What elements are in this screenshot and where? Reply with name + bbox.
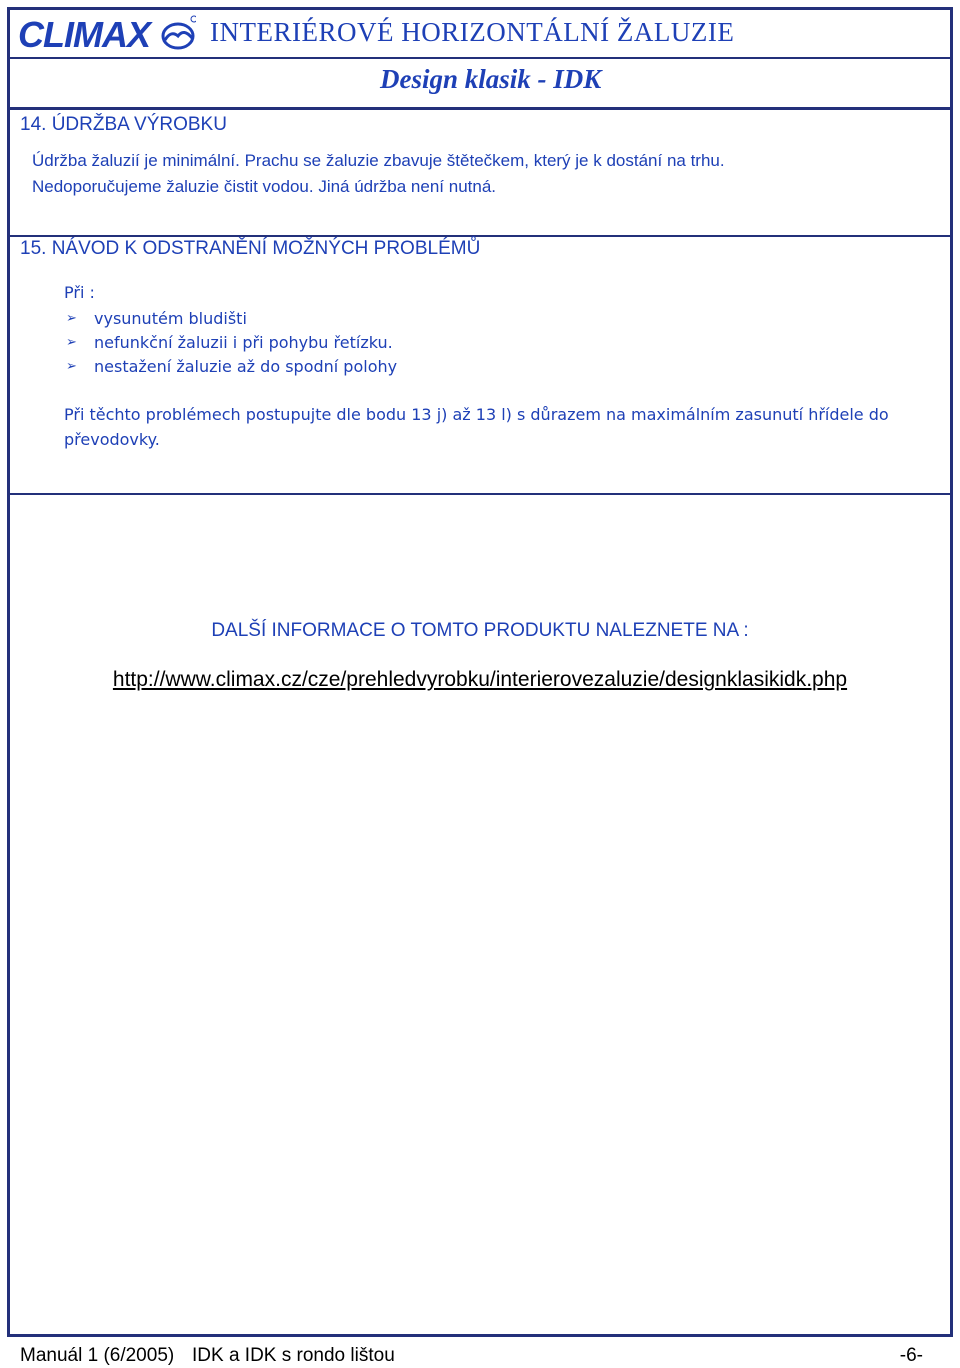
section-15-heading: 15. NÁVOD K ODSTRANĚNÍ MOŽNÝCH PROBLÉMŮ	[20, 238, 481, 259]
svg-text:CLIMAX: CLIMAX	[18, 14, 150, 54]
footer-manual: Manuál 1 (6/2005)	[20, 1345, 175, 1366]
list-item	[64, 306, 944, 330]
list-item-text: nestažení žaluzie až do spodní polohy	[94, 356, 398, 376]
page-number: -6-	[899, 1345, 923, 1366]
more-info-label: DALŠÍ INFORMACE O TOMTO PRODUKTU NALEZNETE NA :	[211, 620, 749, 641]
footer-product: IDK a IDK s rondo lištou	[192, 1345, 395, 1366]
arrow-bullet-icon: ➢	[66, 334, 77, 350]
section-15-body	[64, 280, 944, 449]
section-divider	[10, 493, 950, 495]
document-subtitle: Design klasik - IDK	[380, 64, 602, 94]
header-divider	[10, 57, 950, 59]
section-divider	[10, 235, 950, 237]
list-item-text: vysunutém bludišti	[94, 308, 247, 328]
list-item	[64, 354, 944, 378]
arrow-bullet-icon: ➢	[66, 310, 77, 326]
document-title: INTERIÉROVÉ HORIZONTÁLNÍ ŽALUZIE	[210, 17, 735, 47]
section-15-intro: Při :	[64, 283, 95, 302]
section-14-line-2: Nedoporučujeme žaluzie čistit vodou. Jiná údržba není nutná.	[32, 177, 497, 196]
problem-list	[64, 306, 944, 378]
arrow-bullet-icon: ➢	[66, 358, 77, 374]
list-item-text: nefunkční žaluzii i při pohybu řetízku.	[94, 332, 393, 352]
section-15-note: Při těchto problémech postupujte dle bodu 13 j) až 13 l) s důrazem na maximálním zasunutí hřídele do převodovky.	[64, 405, 889, 449]
list-item	[64, 330, 944, 354]
section-14-heading: 14. ÚDRŽBA VÝROBKU	[20, 114, 227, 135]
section-14-text	[32, 148, 912, 200]
climax-logo	[18, 14, 196, 54]
product-info-link[interactable]: http://www.climax.cz/cze/prehledvyrobku/interierovezaluzie/designklasikidk.php	[112, 668, 848, 691]
section-14-line-1: Údržba žaluzií je minimální. Prachu se žaluzie zbavuje štětečkem, který je k dostání na trhu.	[32, 151, 725, 170]
